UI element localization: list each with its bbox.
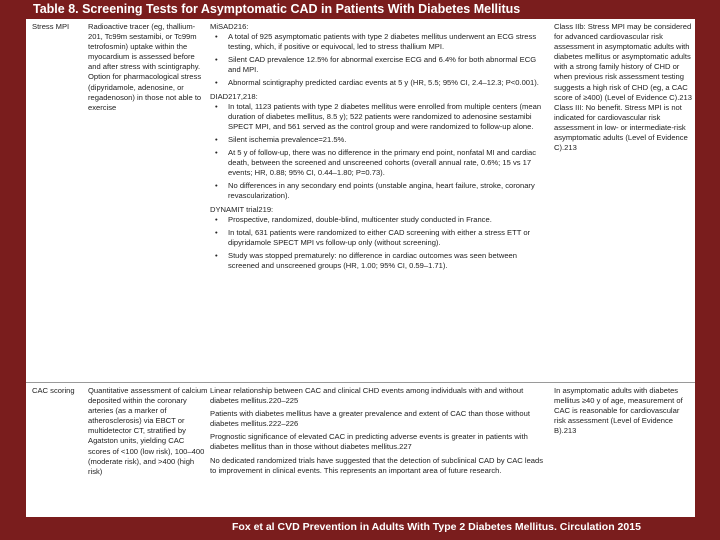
finding-paragraph: Patients with diabetes mellitus have a greater prevalence and extent of CAC than those without diabetes mellitus.222–226 <box>210 409 530 429</box>
table-row-stress-mpi <box>26 19 695 382</box>
recommendation-cell <box>554 386 692 436</box>
finding-item: • Study was stopped prematurely: no difference in cardiac outcomes was seen between screened and unscreened groups (HR, 1.00; 95% CI, 0.59–1.71). <box>210 251 550 271</box>
finding-paragraph: Linear relationship between CAC and clinical CHD events among individuals with and without diabetes mellitus.220–225 <box>210 386 524 406</box>
finding-item: • Abnormal scintigraphy predicted cardiac events at 5 y (HR, 5.5; 95% CI, 2.4–12.3; P<0.001). <box>210 78 550 88</box>
screening-table <box>26 19 695 517</box>
finding-item: • At 5 y of follow-up, there was no difference in the primary end point, nonfatal MI and cardiac death, between the screened and unscreened cohorts (overall annual rate, 0.6%; 15 vs 17 events; HR, 0.88; 95% CI, 0.44–1.80; P=0.73). <box>210 148 550 178</box>
finding-paragraph: No dedicated randomized trials have suggested that the detection of subclinical CAD by CAC leads to improvement in clinical events. This represents an important area of future research. <box>210 455 544 475</box>
test-description: Radioactive tracer (eg, thallium-201, Tc99m sestamibi, or Tc99m tetrofosmin) uptake within the myocardium is assessed before and after stress with scintigraphy. Option for pharmacological stress (dipyridamole, adenosine, or regadenoson) in those not able to exercise <box>88 22 202 112</box>
study-name: DYNAMIT trial219: <box>210 204 274 214</box>
test-description: Quantitative assessment of calcium deposited within the coronary arteries (as a marker of atherosclerosis) via EBCT or multidetector CT, stratified by Agatston units, yielding CAC scores of <100 (low risk), 100–400 (moderate risk), and >400 (high risk) <box>88 386 208 476</box>
test-name: Stress MPI <box>32 22 70 31</box>
finding-item: • Prospective, randomized, double-blind, multicenter study conducted in France. <box>210 215 550 225</box>
study-diad <box>210 92 550 202</box>
evidence-cell <box>210 386 550 479</box>
slide-title: Table 8. Screening Tests for Asymptomatic CAD in Patients With Diabetes Mellitus <box>33 2 521 16</box>
test-name: CAC scoring <box>32 386 75 395</box>
study-findings <box>210 102 550 202</box>
finding-item: • No differences in any secondary end points (unstable angina, heart failure, stroke, coronary revascularization). <box>210 181 550 201</box>
study-dynamit <box>210 205 550 272</box>
finding-item: • In total, 1123 patients with type 2 diabetes mellitus were enrolled from multiple centers (mean duration of diabetes mellitus, 8.5 y); 522 patients were randomized to adenosine sestamibi SPECT MPI, and 561 served as the control group and were randomized to follow-up alone. <box>210 102 550 132</box>
finding-item: • Silent CAD prevalence 12.5% for abnormal exercise ECG and 6.4% for both abnormal ECG and MPI. <box>210 55 550 75</box>
finding-item: • Silent ischemia prevalence=21.5%. <box>210 135 550 145</box>
study-findings <box>210 215 550 271</box>
study-misad <box>210 22 550 89</box>
study-findings <box>210 32 550 88</box>
table-row-cac-scoring <box>26 383 695 517</box>
recommendation-cac: In asymptomatic adults with diabetes mellitus ≥40 y of age, measurement of CAC is reasonable for cardiovascular risk assessment (Level of Evidence B).213 <box>554 386 683 436</box>
evidence-cell <box>210 22 550 274</box>
study-name: DIAD217,218: <box>210 91 258 101</box>
recommendation-class-iii: Class III: No benefit. Stress MPI is not indicated for cardiovascular risk assessment in low- or intermediate-risk asymptomatic adults (Level of Evidence C).213 <box>554 102 688 153</box>
finding-paragraph: Prognostic significance of elevated CAC in predicting adverse events is greater in patients with diabetes mellitus than in those without diabetes mellitus.227 <box>210 432 528 452</box>
citation-caption: Fox et al CVD Prevention in Adults With Type 2 Diabetes Mellitus. Circulation 2015 <box>232 521 641 533</box>
finding-item: • A total of 925 asymptomatic patients with type 2 diabetes mellitus underwent an ECG stress testing, which, if positive or equivocal, led to stress thallium MPI. <box>210 32 550 52</box>
recommendation-class-iib: Class IIb: Stress MPI may be considered for advanced cardiovascular risk assessment in asymptomatic adults with diabetes mellitus or asymptomatic adults with a strong family history of CHD or when previous risk assessment testing suggests a high risk of CHD (eg, a CAC score of ≥400) (Level of Evidence C).213 <box>554 22 692 102</box>
recommendation-cell <box>554 22 692 153</box>
finding-item: • In total, 631 patients were randomized to either CAD screening with either a stress ETT or dipyridamole SPECT MPI vs follow-up only (without screening). <box>210 228 550 248</box>
study-name: MiSAD216: <box>210 22 249 31</box>
